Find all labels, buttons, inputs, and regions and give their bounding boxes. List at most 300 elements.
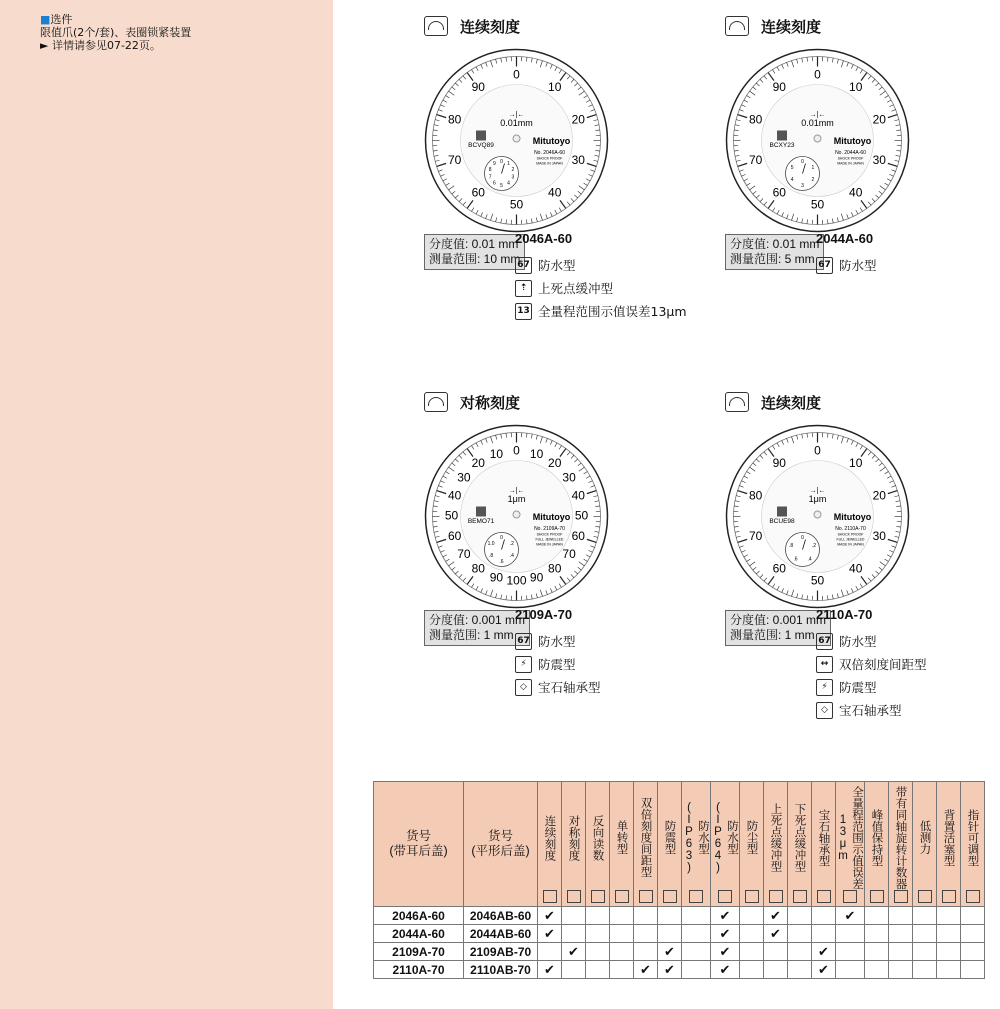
check-cell <box>764 925 788 943</box>
dial-header <box>424 14 520 38</box>
check-cell <box>562 943 586 961</box>
col-header-feature <box>865 782 889 907</box>
col-header-feature <box>658 782 682 907</box>
counter-label: .8 <box>489 552 494 559</box>
col-header-label: 防尘型 <box>745 820 758 855</box>
resolution-arrow-icon: →|← <box>809 111 826 119</box>
feature-label: 宝石轴承型 <box>839 703 902 718</box>
dial-block-2110a <box>725 390 1000 730</box>
check-cell <box>961 907 985 925</box>
check-cell <box>788 943 812 961</box>
check-cell <box>865 907 889 925</box>
waterproof-icon: 67 <box>816 633 833 650</box>
col-header-feature <box>812 782 836 907</box>
scale-type-label: 连续刻度 <box>761 17 822 36</box>
spec-box <box>725 234 824 270</box>
dial-small-label: SHOCK PROOF <box>536 156 563 161</box>
check-mark-icon: ✔ <box>544 961 555 977</box>
feature-item <box>816 678 877 696</box>
scale-type-icon <box>424 392 448 412</box>
col-header-feature <box>562 782 586 907</box>
counter-label: 1 <box>811 164 815 171</box>
dial-label: 70 <box>749 152 763 167</box>
options-title: 选件 <box>50 13 73 26</box>
col-header-label: 峰值保持型 <box>870 808 883 867</box>
feature-item <box>515 256 576 274</box>
dial-block-2109a <box>424 390 724 730</box>
dustproof-icon <box>745 890 759 903</box>
feature-label: 上死点缓冲型 <box>538 281 614 296</box>
check-cell <box>913 925 937 943</box>
check-cell <box>764 943 788 961</box>
col-header-label: 背置活塞型 <box>942 808 955 867</box>
dial-serial: BCVQ89 <box>468 142 494 150</box>
dial-label: 80 <box>548 561 562 576</box>
col-header-feature <box>634 782 658 907</box>
check-cell <box>610 943 634 961</box>
options-line1: 限值爪(2个/套)、表圈锁紧装置 <box>40 26 192 39</box>
check-cell <box>658 907 682 925</box>
dial-face <box>725 48 910 233</box>
feature-label: 防水型 <box>839 634 877 649</box>
feature-label: 防震型 <box>538 657 576 672</box>
counter-label: .6 <box>793 556 798 563</box>
dial-label: 50 <box>574 508 589 523</box>
feature-item <box>515 279 613 297</box>
full-range-error-icon: 13 <box>515 303 532 320</box>
needle-hub <box>513 135 520 142</box>
col-header-label: 对称刻度 <box>567 814 580 861</box>
check-cell <box>740 907 764 925</box>
resolution-arrow-icon: →|← <box>508 111 525 119</box>
dial-label: 40 <box>448 488 462 503</box>
counter-label: 3 <box>801 182 804 189</box>
feature-label: 防水型 <box>538 258 576 273</box>
code-flat: 2110AB-70 <box>464 961 538 979</box>
dial-serial: BCXY23 <box>769 142 795 150</box>
upper-buffer-icon <box>769 890 783 903</box>
needle-hub <box>814 135 821 142</box>
col-header-label: 防震型 <box>663 820 676 855</box>
check-cell <box>937 907 961 925</box>
check-cell <box>682 925 711 943</box>
dial-label: 20 <box>571 112 585 127</box>
resolution-arrow-icon: →|← <box>508 487 525 495</box>
range-text: 测量范围: 5 mm <box>730 252 815 266</box>
dial-label: 20 <box>548 456 562 471</box>
dial-label: 90 <box>471 80 485 95</box>
resolution-text: 分度值: 0.001 mm <box>429 613 526 627</box>
check-cell <box>586 961 610 979</box>
check-cell <box>836 907 865 925</box>
check-cell <box>961 961 985 979</box>
feature-item <box>816 256 877 274</box>
feature-item <box>515 302 687 320</box>
scale-type-label: 连续刻度 <box>460 17 521 36</box>
dial-small-label: MADE IN JAPAN <box>837 542 864 547</box>
check-cell <box>610 925 634 943</box>
col-header-label: 下死点缓冲型 <box>793 803 806 872</box>
check-cell <box>788 907 812 925</box>
check-cell <box>961 925 985 943</box>
resolution-text: 分度值: 0.01 mm <box>730 237 820 251</box>
check-cell <box>711 907 740 925</box>
col-header-feature <box>610 782 634 907</box>
waterproof-ip63-icon <box>689 890 703 903</box>
dial-label: 10 <box>489 446 504 461</box>
resolution-text: 分度值: 0.01 mm <box>429 237 519 251</box>
code-eared: 2109A-70 <box>374 943 464 961</box>
counter-label: 0 <box>801 158 804 165</box>
check-cell <box>836 961 865 979</box>
check-mark-icon: ✔ <box>664 961 675 977</box>
check-cell <box>586 943 610 961</box>
table-row <box>374 907 985 925</box>
check-mark-icon: ✔ <box>544 925 555 941</box>
dial-label: 20 <box>872 488 886 503</box>
range-text: 测量范围: 10 mm <box>429 252 521 266</box>
code-eared: 2046A-60 <box>374 907 464 925</box>
waterproof-ip64-icon <box>718 890 732 903</box>
check-cell <box>658 961 682 979</box>
dial-label: 40 <box>548 185 562 200</box>
qr-code-icon <box>777 131 787 141</box>
check-cell <box>937 961 961 979</box>
dial-serial: BEMO71 <box>467 518 495 526</box>
scale-type-icon <box>424 16 448 36</box>
col-header-label: 带有同轴旋转计数器 <box>894 785 907 890</box>
col-header-feature <box>836 782 865 907</box>
counter-label: 4 <box>790 176 794 183</box>
jewel-bearing-icon: ◇ <box>816 702 833 719</box>
dial-small-label: MADE IN JAPAN <box>536 161 563 166</box>
continuous-scale-icon <box>543 890 557 903</box>
dial-unit: 0.01mm <box>500 117 533 128</box>
coaxial-counter-icon <box>894 890 908 903</box>
code-flat: 2109AB-70 <box>464 943 538 961</box>
col-header-flat-back: 货号 (平形后盖) <box>464 782 538 907</box>
col-header-feature <box>586 782 610 907</box>
double-spacing-icon <box>639 890 653 903</box>
col-header-label: 防水型(IP63) <box>683 801 709 874</box>
check-mark-icon: ✔ <box>719 907 731 923</box>
dial-label: 50 <box>444 508 459 523</box>
check-cell <box>961 943 985 961</box>
range-text: 测量范围: 1 mm <box>730 628 815 642</box>
check-cell <box>812 907 836 925</box>
check-mark-icon: ✔ <box>818 943 829 959</box>
lower-buffer-icon <box>793 890 807 903</box>
counter-label: 8 <box>488 167 492 174</box>
col-header-label: 低测力 <box>918 820 931 855</box>
feature-label: 双倍刻度间距型 <box>839 657 927 672</box>
counter-label: .2 <box>811 543 816 550</box>
qr-code-icon <box>777 507 787 517</box>
double-spacing-icon: ↔ <box>816 656 833 673</box>
dial-label: 30 <box>571 152 585 167</box>
dial-serial: BCUE98 <box>769 518 795 526</box>
dial-label: 60 <box>571 528 585 543</box>
table-row <box>374 943 985 961</box>
counter-label: 5 <box>500 182 503 189</box>
col-header-label: 宝石轴承型 <box>817 808 830 867</box>
col-header-feature <box>937 782 961 907</box>
feature-item <box>515 632 576 650</box>
counter-label: 7 <box>488 174 492 181</box>
dial-label: 90 <box>772 80 786 95</box>
needle-hub <box>814 511 821 518</box>
dial-label: 50 <box>810 573 825 588</box>
check-cell <box>836 925 865 943</box>
dial-small-label: MADE IN JAPAN <box>837 161 864 166</box>
dial-label: 0 <box>513 443 520 458</box>
dial-label: 80 <box>749 112 763 127</box>
dial-label: 60 <box>772 561 786 576</box>
dial-unit: 1μm <box>507 493 526 504</box>
options-note <box>40 13 191 52</box>
waterproof-icon: 67 <box>515 257 532 274</box>
check-cell <box>764 907 788 925</box>
waterproof-icon: 67 <box>515 633 532 650</box>
scale-type-icon <box>725 16 749 36</box>
dial-label: 10 <box>529 446 544 461</box>
check-mark-icon: ✔ <box>770 907 781 923</box>
check-cell <box>812 925 836 943</box>
model-number: 2109A-70 <box>515 607 573 622</box>
counter-label: 0 <box>500 534 503 541</box>
check-cell <box>889 961 913 979</box>
counter-label: 6 <box>493 180 496 187</box>
jewel-bearing-icon <box>817 890 831 903</box>
feature-label: 宝石轴承型 <box>538 680 601 695</box>
feature-item <box>816 701 902 719</box>
dial-label: 60 <box>772 185 786 200</box>
feature-item <box>816 632 877 650</box>
waterproof-icon: 67 <box>816 257 833 274</box>
feature-label: 防水型 <box>839 258 877 273</box>
reverse-reading-icon <box>591 890 605 903</box>
dial-block-2046a <box>424 14 724 354</box>
dial-small-label: FULL JEWELLED <box>836 537 865 542</box>
shockproof-icon <box>663 890 677 903</box>
check-cell <box>889 907 913 925</box>
check-mark-icon: ✔ <box>719 925 731 941</box>
dial-model-no: No. 2044A-60 <box>835 149 866 156</box>
range-text: 测量范围: 1 mm <box>429 628 514 642</box>
col-header-label: 指针可调型 <box>966 808 979 867</box>
code-flat: 2044AB-60 <box>464 925 538 943</box>
check-cell <box>562 907 586 925</box>
feature-label: 全量程范围示值误差13μm <box>538 304 687 319</box>
counter-label: 4 <box>507 180 510 187</box>
check-cell <box>913 943 937 961</box>
check-mark-icon: ✔ <box>844 907 856 923</box>
dial-label: 60 <box>448 528 462 543</box>
model-number: 2110A-70 <box>816 607 873 622</box>
check-cell <box>836 943 865 961</box>
check-cell <box>788 925 812 943</box>
dial-label: 20 <box>872 112 886 127</box>
counter-label: .2 <box>509 540 514 547</box>
check-cell <box>562 925 586 943</box>
dial-label: 40 <box>849 561 863 576</box>
counter-label: 2 <box>511 167 515 174</box>
col-header-feature <box>740 782 764 907</box>
dial-label: 40 <box>571 488 585 503</box>
feature-item <box>816 655 927 673</box>
col-header-feature <box>711 782 740 907</box>
check-cell <box>682 961 711 979</box>
check-cell <box>889 943 913 961</box>
check-mark-icon: ✔ <box>719 943 731 959</box>
scale-type-icon <box>725 392 749 412</box>
peak-hold-icon <box>870 890 884 903</box>
col-header-feature <box>961 782 985 907</box>
check-cell <box>610 907 634 925</box>
check-cell <box>682 907 711 925</box>
col-header-label: 上死点缓冲型 <box>769 803 782 872</box>
counter-label: 3 <box>511 174 515 181</box>
check-cell <box>538 925 562 943</box>
table-row <box>374 925 985 943</box>
resolution-arrow-icon: →|← <box>809 487 826 495</box>
code-eared: 2044A-60 <box>374 925 464 943</box>
back-plunger-icon <box>942 890 956 903</box>
dial-label: 90 <box>529 570 544 585</box>
check-cell <box>711 925 740 943</box>
dial-label: 50 <box>509 197 524 212</box>
dial-small-label: SHOCK PROOF <box>536 532 563 537</box>
counter-label: 0 <box>801 534 804 541</box>
check-cell <box>889 925 913 943</box>
counter-label: .8 <box>789 543 794 550</box>
col-header-feature <box>538 782 562 907</box>
scale-type-label: 连续刻度 <box>761 393 822 412</box>
check-cell <box>610 961 634 979</box>
dial-brand: Mitutoyo <box>532 511 571 522</box>
check-cell <box>658 925 682 943</box>
upper-dead-point-buffer-icon: ⇡ <box>515 280 532 297</box>
adjustable-pointer-icon <box>966 890 980 903</box>
dial-label: 10 <box>849 80 863 95</box>
check-cell <box>634 907 658 925</box>
spec-table <box>373 781 985 979</box>
check-cell <box>682 943 711 961</box>
dial-small-label: MADE IN JAPAN <box>536 542 563 547</box>
table-row <box>374 961 985 979</box>
dial-label: 80 <box>448 112 462 127</box>
feature-item <box>515 678 601 696</box>
col-header-eared-back: 货号 (带耳后盖) <box>374 782 464 907</box>
dial-label: 60 <box>471 185 485 200</box>
dial-label: 10 <box>849 456 863 471</box>
shockproof-icon: ⚡ <box>515 656 532 673</box>
counter-label: 1.0 <box>487 540 495 547</box>
feature-label: 防震型 <box>839 680 877 695</box>
check-cell <box>658 943 682 961</box>
check-cell <box>812 961 836 979</box>
check-cell <box>538 961 562 979</box>
check-cell <box>764 961 788 979</box>
check-mark-icon: ✔ <box>640 961 651 977</box>
check-cell <box>711 943 740 961</box>
scale-type-label: 对称刻度 <box>460 393 521 412</box>
low-force-icon <box>918 890 932 903</box>
dial-label: 30 <box>872 528 886 543</box>
counter-label: 5 <box>790 164 794 171</box>
dial-label: 100 <box>506 573 527 588</box>
dial-small-label: SHOCK PROOF <box>837 532 864 537</box>
check-cell <box>562 961 586 979</box>
check-cell <box>586 925 610 943</box>
sidebar-panel <box>0 0 333 1009</box>
col-header-label: 双倍刻度间距型 <box>639 797 652 878</box>
col-header-feature <box>764 782 788 907</box>
dial-label: 30 <box>457 470 471 485</box>
check-cell <box>538 943 562 961</box>
check-mark-icon: ✔ <box>719 961 731 977</box>
bullet-square-icon: ■ <box>40 13 51 26</box>
dial-model-no: No. 2109A-70 <box>534 525 565 532</box>
qr-code-icon <box>476 507 486 517</box>
feature-label: 防水型 <box>538 634 576 649</box>
check-cell <box>740 961 764 979</box>
dial-unit: 0.01mm <box>801 117 834 128</box>
dial-block-2044a <box>725 14 1000 354</box>
dial-label: 80 <box>749 488 763 503</box>
dial-label: 0 <box>814 67 821 82</box>
code-eared: 2110A-70 <box>374 961 464 979</box>
dial-label: 70 <box>749 528 763 543</box>
check-cell <box>586 907 610 925</box>
full-range-error-icon <box>843 890 857 903</box>
dial-label: 30 <box>562 470 576 485</box>
dial-model-no: No. 2110A-70 <box>835 525 866 532</box>
counter-label: .4 <box>509 552 514 559</box>
col-header-label: 防水型(IP64) <box>712 801 738 874</box>
dial-model-no: No. 2046A-60 <box>534 149 565 156</box>
options-line2: ► 详情请参见07-22页。 <box>40 39 161 52</box>
dial-brand: Mitutoyo <box>532 135 571 146</box>
check-cell <box>740 925 764 943</box>
dial-label: 30 <box>872 152 886 167</box>
check-cell <box>788 961 812 979</box>
counter-label: .6 <box>499 558 504 565</box>
counter-label: 9 <box>493 161 496 168</box>
check-mark-icon: ✔ <box>568 943 579 959</box>
col-header-label: 单转型 <box>615 820 628 855</box>
counter-label: 2 <box>811 176 815 183</box>
col-header-label: 全量程范围示值误差13μm <box>837 785 863 890</box>
dial-label: 0 <box>814 443 821 458</box>
dial-small-label: FULL JEWELLED <box>535 537 564 542</box>
symmetric-scale-icon <box>567 890 581 903</box>
check-cell <box>538 907 562 925</box>
col-header-label: 连续刻度 <box>543 814 556 861</box>
dial-label: 70 <box>448 152 462 167</box>
jewel-bearing-icon: ◇ <box>515 679 532 696</box>
dial-label: 80 <box>471 561 485 576</box>
dial-header <box>725 390 821 414</box>
dial-header <box>725 14 821 38</box>
dial-header <box>424 390 520 414</box>
col-header-feature <box>788 782 812 907</box>
dial-brand: Mitutoyo <box>833 511 872 522</box>
check-mark-icon: ✔ <box>770 925 781 941</box>
check-cell <box>913 961 937 979</box>
dial-label: 70 <box>562 546 576 561</box>
dial-label: 10 <box>548 80 562 95</box>
